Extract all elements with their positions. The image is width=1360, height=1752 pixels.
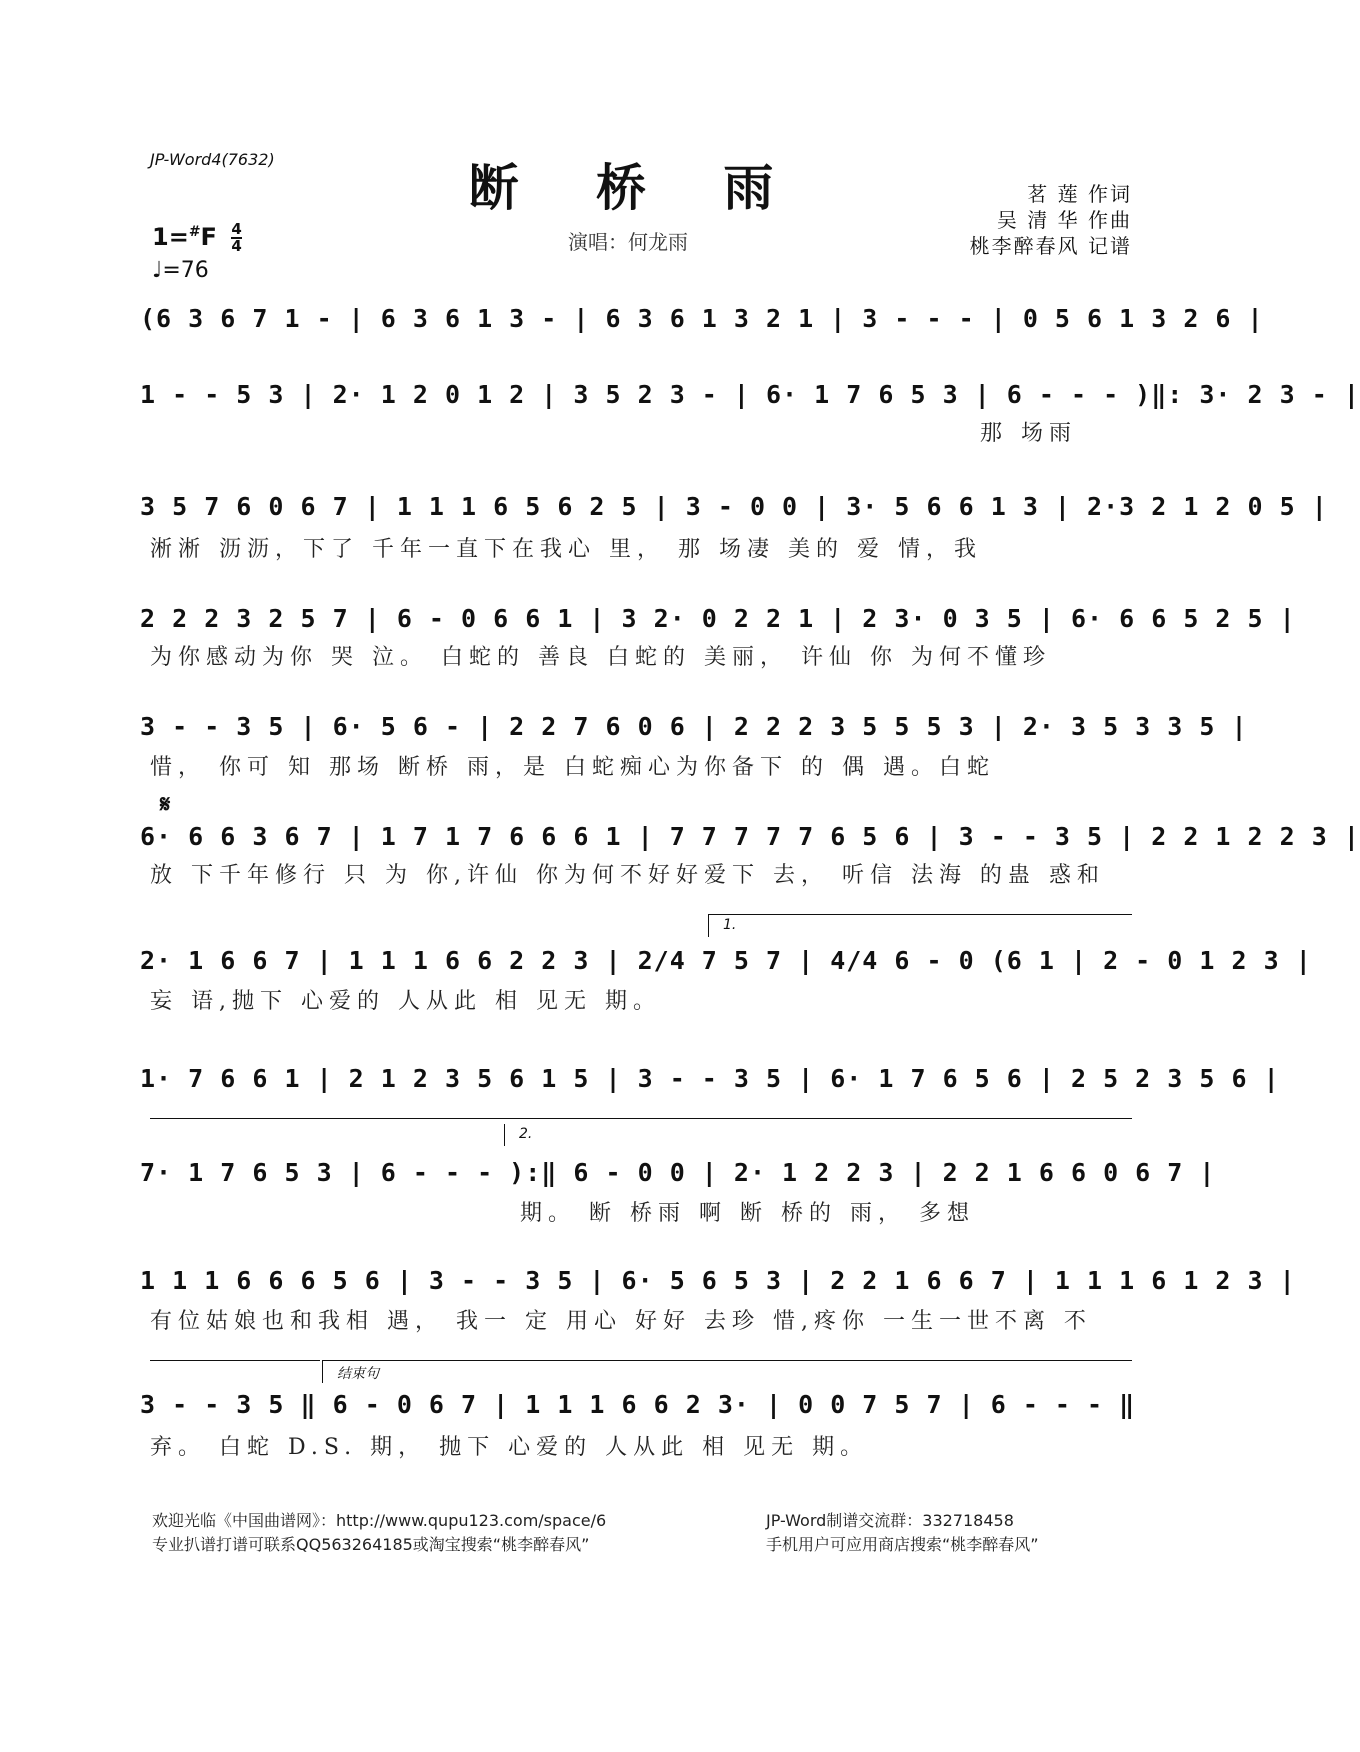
first-ending-line <box>150 1118 1132 1119</box>
source-label: JP-Word4(7632) <box>150 150 275 169</box>
second-ending-bracket: 2. <box>504 1124 1132 1146</box>
lyric-line-7: 妄 语,抛下 心爱的 人从此 相 见无 期。 <box>150 989 661 1014</box>
transcriber-credit: 桃李醉春风 记谱 <box>969 234 1132 258</box>
lyric-line-10: 有位姑娘也和我相 遇， 我一 定 用心 好好 去珍 惜,疼你 一生一世不离 不 <box>150 1309 1092 1334</box>
score-line-6: 6· 6 6 3 6 7 | 1 7 1 7 6 6 6 1 | 7 7 7 7 7 6 5 6 | 3 - - 3 5 | 2 2 1 2 2 3 | <box>140 822 1360 851</box>
lyric-line-3: 淅淅 沥沥，下了 千年一直下在我心 里， 那 场凄 美的 爱 情，我 <box>150 537 982 562</box>
lyric-line-9: 期。 断 桥雨 啊 断 桥的 雨， 多想 <box>520 1201 975 1226</box>
lyric-line-4: 为你感动为你 哭 泣。 白蛇的 善良 白蛇的 美丽， 许仙 你 为何不懂珍 <box>150 645 1051 670</box>
score-line-9: 7· 1 7 6 5 3 | 6 - - - ):‖ 6 - 0 0 | 2· 1 2 2 3 | 2 2 1 6 6 0 6 7 | <box>140 1158 1216 1187</box>
footer-group: JP-Word制谱交流群：332718458 <box>766 1511 1014 1530</box>
score-line-8: 1· 7 6 6 1 | 2 1 2 3 5 6 1 5 | 3 - - 3 5 | 6· 1 7 6 5 6 | 2 5 2 3 5 6 | <box>140 1064 1280 1093</box>
footer-contact: 专业扒谱打谱可联系QQ563264185或淘宝搜索“桃李醉春风” <box>152 1535 590 1554</box>
score-line-10: 1 1 1 6 6 6 5 6 | 3 - - 3 5 | 6· 5 6 5 3 | 2 2 1 6 6 7 | 1 1 1 6 1 2 3 | <box>140 1266 1296 1295</box>
lyric-line-5: 惜， 你可 知 那场 断桥 雨，是 白蛇痴心为你备下 的 偶 遇。白蛇 <box>150 755 995 780</box>
key-signature: 1=#F $\frac{4}{4}$ <box>152 220 242 255</box>
time-signature: $\frac{4}{4}$ <box>231 220 242 255</box>
singer-credit: 演唱：何龙雨 <box>568 230 688 254</box>
score-line-5: 3 - - 3 5 | 6· 5 6 - | 2 2 7 6 0 6 | 2 2 2 3 5 5 5 3 | 2· 3 5 3 3 5 | <box>140 712 1248 741</box>
footer-app-search: 手机用户可应用商店搜索“桃李醉春风” <box>766 1535 1039 1554</box>
score-line-3: 3 5 7 6 0 6 7 | 1 1 1 6 5 6 2 5 | 3 - 0 0 | 3· 5 6 6 1 3 | 2·3 2 1 2 0 5 | <box>140 492 1328 521</box>
footer-website[interactable]: 欢迎光临《中国曲谱网》：http://www.qupu123.com/space/6 <box>152 1511 607 1530</box>
lyric-line-11: 弃。 白蛇 D.S. 期， 抛下 心爱的 人从此 相 见无 期。 <box>150 1435 869 1460</box>
lyricist-credit: 茗 莲 作词 <box>1027 182 1132 206</box>
coda-bracket: 结束句 <box>322 1360 1132 1383</box>
score-line-7: 2· 1 6 6 7 | 1 1 1 6 6 2 2 3 | 2/4 7 5 7 | 4/4 6 - 0 (6 1 | 2 - 0 1 2 3 | <box>140 946 1312 975</box>
score-line-1: (6 3 6 7 1 - | 6 3 6 1 3 - | 6 3 6 1 3 2 1 | 3 - - - | 0 5 6 1 3 2 6 | <box>140 304 1264 333</box>
page-title: 断 桥 雨 <box>468 158 804 217</box>
lyric-line-6: 放 下千年修行 只 为 你,许仙 你为何不好好爱下 去， 听信 法海 的蛊 惑和 <box>150 863 1105 888</box>
tempo-marking: ♩=76 <box>152 258 209 283</box>
composer-credit: 吴 清 华 作曲 <box>996 208 1132 232</box>
score-line-4: 2 2 2 3 2 5 7 | 6 - 0 6 6 1 | 3 2· 0 2 2 1 | 2 3· 0 3 5 | 6· 6 6 5 2 5 | <box>140 604 1296 633</box>
coda-line-left <box>150 1360 320 1361</box>
score-line-11: 3 - - 3 5 ‖ 6 - 0 6 7 | 1 1 1 6 6 2 3· | 0 0 7 5 7 | 6 - - - ‖ <box>140 1390 1136 1419</box>
score-line-2: 1 - - 5 3 | 2· 1 2 0 1 2 | 3 5 2 3 - | 6· 1 7 6 5 3 | 6 - - - )‖: 3· 2 3 - | <box>140 380 1360 409</box>
lyric-line-2: 那 场雨 <box>980 421 1077 446</box>
segno-sign: 𝄋 <box>160 790 171 818</box>
first-ending-bracket: 1. <box>708 914 1132 937</box>
